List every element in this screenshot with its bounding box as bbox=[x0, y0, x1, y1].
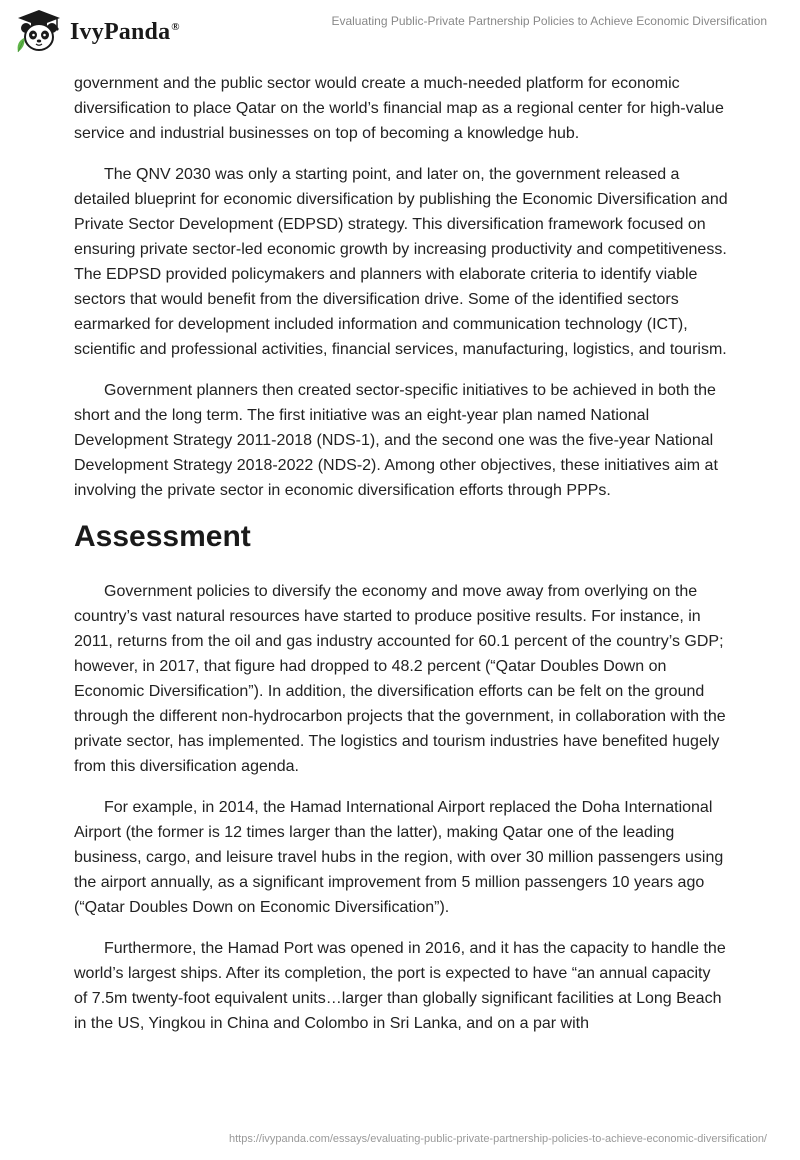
essay-body bbox=[74, 71, 728, 1052]
ivypanda-logo[interactable] bbox=[14, 8, 180, 54]
page-header bbox=[0, 0, 800, 62]
paragraph-3: Government planners then created sector-specific initiatives to be achieved in both the short and the long term. The first initiative was an eight-year plan named National Development Strategy 2011-2018 (NDS-1), and the second one was the five-year National Development Strategy 2018-2022 (NDS-2). Among other objectives, these initiatives aim at involving the private sector in economic diversification efforts through PPPs. bbox=[74, 382, 718, 499]
document-title: Evaluating Public-Private Partnership Policies to Achieve Economic Diversification bbox=[331, 14, 767, 28]
paragraph-5: For example, in 2014, the Hamad International Airport replaced the Doha International Airport (the former is 12 times larger than the latter), making Qatar one of the leading business, cargo, and leisure travel hubs in the region, with over 30 million passengers using the airport annually, as a significant improvement from 5 million passengers 10 years ago (“Qatar Doubles Down on Economic Diversification”). bbox=[74, 799, 724, 916]
paragraph-6: Furthermore, the Hamad Port was opened in 2016, and it has the capacity to handle the world’s largest ships. After its completion, the port is expected to have “an annual capacity of 7.5m twenty-foot equivalent units…larger than globally significant facilities at Long Beach in the US, Yingkou in China and Colombo in Sri Lanka, and on a par with bbox=[74, 940, 726, 1032]
source-url[interactable]: https://ivypanda.com/essays/evaluating-public-private-partnership-policies-to-achieve-economic-diversification/ bbox=[228, 1133, 767, 1145]
paragraph-4: Government policies to diversify the economy and move away from overlying on the country’s vast natural resources have started to produce positive results. For instance, in 2011, returns from the oil and gas industry accounted for 60.1 percent of the country’s GDP; however, in 2017, that figure had dropped to 48.2 percent (“Qatar Doubles Down on Economic Diversification”). In addition, the diversification efforts can be felt on the ground through the different non-hydrocarbon projects that the government, in collaboration with the private sector, has implemented. The logistics and tourism industries have benefited hugely from this diversification agenda. bbox=[74, 583, 726, 775]
paragraph-1: government and the public sector would create a much-needed platform for economic diversification to place Qatar on the world’s financial map as a regional center for high-value service and industrial businesses on top of becoming a knowledge hub. bbox=[74, 75, 724, 142]
brand-name: IvyPanda® bbox=[70, 18, 180, 45]
section-heading-assessment: Assessment bbox=[74, 520, 251, 553]
panda-graduate-icon bbox=[14, 8, 64, 54]
paragraph-2: The QNV 2030 was only a starting point, and later on, the government released a detailed blueprint for economic diversification by publishing the Economic Diversification and Private Sector Development (EDPSD) strategy. This diversification framework focused on ensuring private sector-led economic growth by increasing productivity and competitiveness. The EDPSD provided policymakers and planners with elaborate criteria to identify viable sectors that would benefit from the diversification drive. Some of the identified sectors earmarked for development included information and communication technology (ICT), scientific and professional activities, financial services, manufacturing, logistics, and tourism. bbox=[74, 166, 728, 358]
